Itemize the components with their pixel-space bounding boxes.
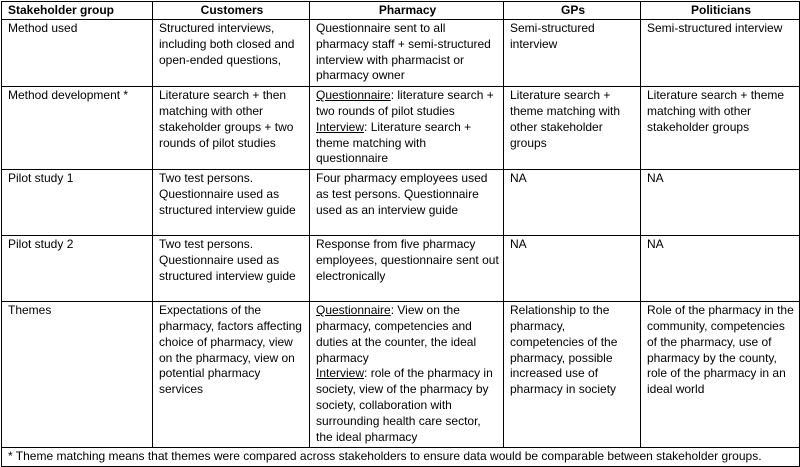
interview-text: : role of the pharmacy in society, view of the pharmacy by society, collaboration with surrounding health care sector, the ideal pharmacy [316, 366, 493, 444]
interview-label: Interview [316, 119, 365, 134]
questionnaire-text: : literature search + two rounds of pilot studies [316, 88, 494, 118]
questionnaire-label: Questionnaire [316, 88, 391, 103]
table-row [2, 170, 800, 236]
cell-method-used-pharmacy: Questionnaire sent to all pharmacy staff + semi-structured interview with pharmacist or pharmacy owner [310, 20, 504, 87]
row-label-pilot-study-2: Pilot study 2 [2, 236, 153, 302]
footnote: * Theme matching means that themes were compared across stakeholders to ensure data would be comparable between stakeholder groups. [2, 448, 800, 467]
cell-pilot2-pharmacy: Response from five pharmacy employees, questionnaire sent out electronically [310, 236, 504, 302]
cell-pilot1-gps: NA [504, 170, 641, 236]
header-politicians: Politicians [641, 2, 800, 20]
cell-method-development-pharmacy [310, 87, 504, 170]
row-label-method-development: Method development * [2, 87, 153, 170]
cell-themes-gps: Relationship to the pharmacy, competencies of the pharmacy, possible increased use of pharmacy in society [504, 302, 641, 448]
cell-method-development-politicians: Literature search + theme matching with other stakeholder groups [641, 87, 800, 170]
table-row [2, 236, 800, 302]
cell-method-development-gps: Literature search + theme matching with other stakeholder groups [504, 87, 641, 170]
cell-pilot2-politicians: NA [641, 236, 800, 302]
stakeholder-methods-table [1, 1, 800, 467]
cell-pilot2-gps: NA [504, 236, 641, 302]
cell-themes-politicians: Role of the pharmacy in the community, competencies of the pharmacy, use of pharmacy by the county, role of the pharmacy in an ideal world [641, 302, 800, 448]
interview-label: Interview [316, 366, 365, 381]
cell-method-used-customers: Structured interviews, including both closed and open-ended questions, [153, 20, 310, 87]
row-label-themes: Themes [2, 302, 153, 448]
header-pharmacy: Pharmacy [310, 2, 504, 20]
header-stakeholder-group: Stakeholder group [2, 2, 153, 20]
cell-pilot1-pharmacy: Four pharmacy employees used as test persons. Questionnaire used as an interview guide [310, 170, 504, 236]
row-label-pilot-study-1: Pilot study 1 [2, 170, 153, 236]
header-row [2, 2, 800, 20]
table-row [2, 20, 800, 87]
interview-text: : Literature search + theme matching with questionnaire [316, 119, 472, 166]
cell-themes-pharmacy [310, 302, 504, 448]
cell-pilot1-customers: Two test persons. Questionnaire used as structured interview guide [153, 170, 310, 236]
footnote-row [2, 448, 800, 467]
cell-pilot1-politicians: NA [641, 170, 800, 236]
row-label-method-used: Method used [2, 20, 153, 87]
header-customers: Customers [153, 2, 310, 20]
cell-method-used-politicians: Semi-structured interview [641, 20, 800, 87]
cell-themes-customers: Expectations of the pharmacy, factors affecting choice of pharmacy, view on the pharmacy, view on potential pharmacy services [153, 302, 310, 448]
cell-pilot2-customers: Two test persons. Questionnaire used as structured interview guide [153, 236, 310, 302]
table-row [2, 87, 800, 170]
header-gps: GPs [504, 2, 641, 20]
questionnaire-label: Questionnaire [316, 303, 391, 318]
cell-method-used-gps: Semi-structured interview [504, 20, 641, 87]
questionnaire-text: : View on the pharmacy, competencies and duties at the counter, the ideal pharmacy [316, 303, 477, 365]
table-row [2, 302, 800, 448]
cell-method-development-customers: Literature search + then matching with other stakeholder groups + two rounds of pilot studies [153, 87, 310, 170]
